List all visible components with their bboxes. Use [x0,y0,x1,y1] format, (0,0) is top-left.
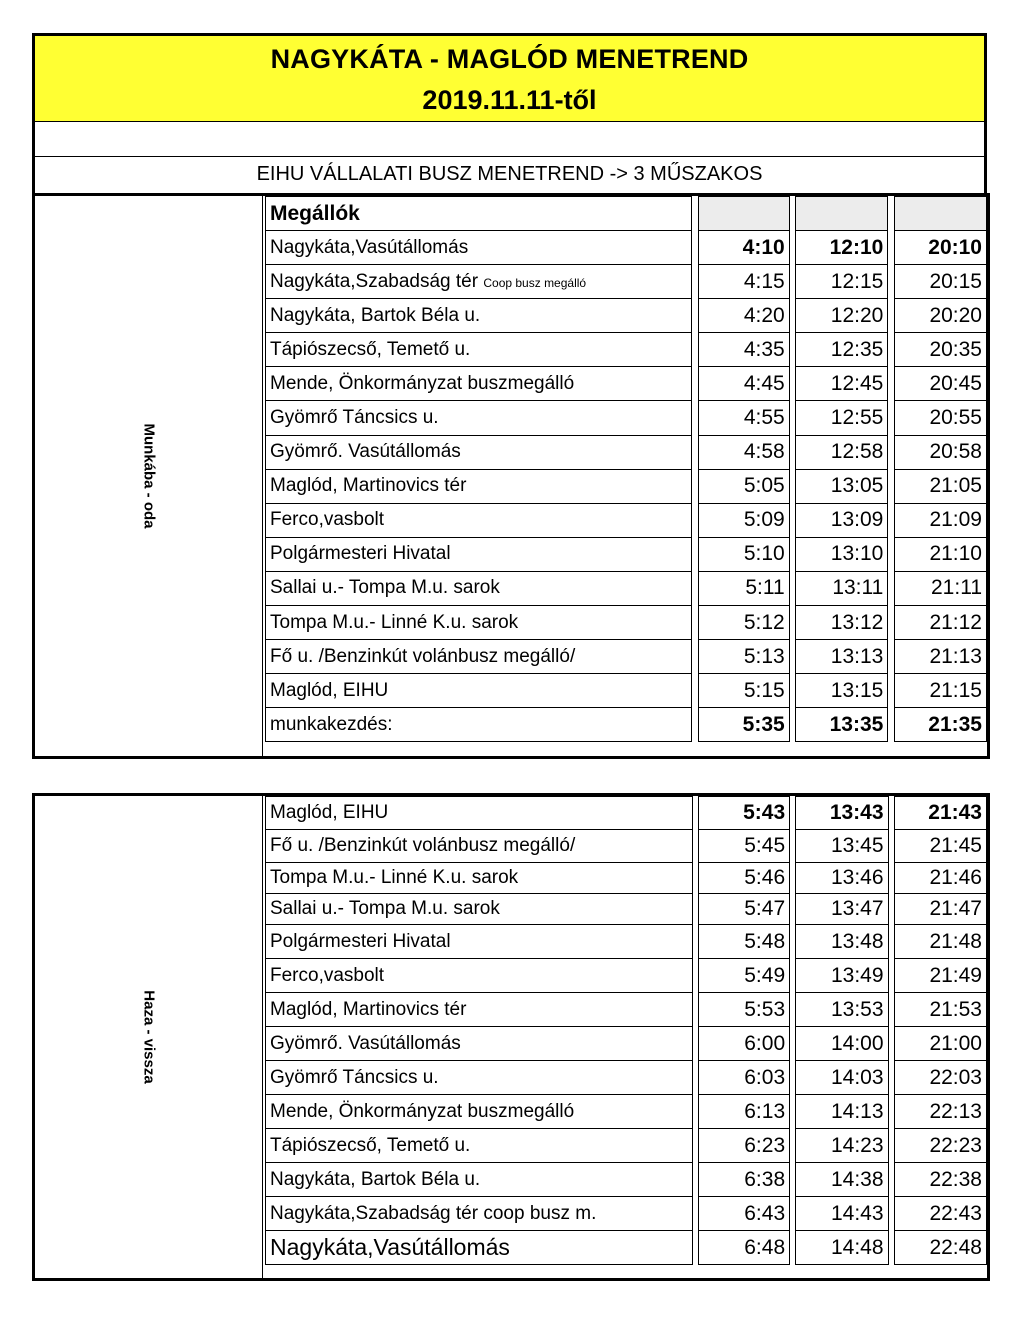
stop-name: Gyömrő. Vasútállomás [266,1027,693,1061]
stop-name: Polgármesteri Hivatal [266,925,693,959]
departure-time: 14:23 [796,1129,888,1163]
stop-name: Fő u. /Benzinkút volánbusz megálló/ [266,640,692,674]
return-side-label [35,796,263,1278]
departure-time: 21:48 [894,925,986,959]
departure-time: 22:23 [894,1129,986,1163]
departure-time: 14:43 [796,1197,888,1231]
shift2-header [795,197,887,231]
departure-time: 5:05 [698,469,789,503]
departure-time: 12:20 [795,299,887,333]
timetable-row [266,1061,987,1095]
departure-time: 21:49 [894,959,986,993]
return-table [265,796,987,1265]
departure-time: 21:47 [894,894,986,925]
timetable-row [266,537,987,571]
stop-name: Mende, Önkormányzat buszmegálló [266,1095,693,1129]
departure-time: 13:48 [796,925,888,959]
return-block [32,793,990,1281]
departure-time: 14:48 [796,1231,888,1265]
stop-name: Sallai u.- Tompa M.u. sarok [266,571,692,605]
departure-time: 20:15 [894,265,986,299]
departure-time: 21:45 [894,830,986,863]
departure-time: 5:15 [698,674,789,708]
stop-name: Sallai u.- Tompa M.u. sarok [266,894,693,925]
timetable-row [266,606,987,640]
departure-time: 5:45 [699,830,790,863]
stop-name: Polgármesteri Hivatal [266,537,692,571]
outbound-block [32,193,990,759]
timetable-row [266,333,987,367]
stop-name: munkakezdés: [266,708,692,742]
departure-time: 13:15 [795,674,887,708]
timetable-row [266,571,987,605]
effective-date: 2019.11.11-től [422,85,597,115]
departure-time: 22:03 [894,1061,986,1095]
stop-name: Maglód, Martinovics tér [266,469,692,503]
blank-row [32,121,987,157]
departure-time: 12:10 [795,231,887,265]
stop-name: Tápiószecső, Temető u. [266,1129,693,1163]
stop-name: Nagykáta, Bartok Béla u. [266,1163,693,1197]
departure-time: 22:38 [894,1163,986,1197]
timetable-row [266,959,987,993]
departure-time: 21:13 [894,640,986,674]
timetable-row [266,830,987,863]
departure-time: 21:35 [894,708,986,742]
departure-time: 6:48 [699,1231,790,1265]
departure-time: 4:55 [698,401,789,435]
departure-time: 21:09 [894,503,986,537]
departure-time: 14:03 [796,1061,888,1095]
departure-time: 14:38 [796,1163,888,1197]
departure-time: 5:12 [698,606,789,640]
departure-time: 6:43 [699,1197,790,1231]
departure-time: 14:00 [796,1027,888,1061]
stop-name: Maglód, EIHU [266,797,693,830]
page-title: NAGYKÁTA - MAGLÓD MENETREND [270,44,749,74]
stop-name: Maglód, Martinovics tér [266,993,693,1027]
timetable-row [266,993,987,1027]
departure-time: 6:23 [699,1129,790,1163]
departure-time: 5:48 [699,925,790,959]
departure-time: 13:43 [796,797,888,830]
stop-name: Ferco,vasbolt [266,959,693,993]
departure-time: 13:12 [795,606,887,640]
departure-time: 12:55 [795,401,887,435]
departure-time: 20:10 [894,231,986,265]
departure-time: 6:03 [699,1061,790,1095]
stop-name: Maglód, EIHU [266,674,692,708]
departure-time: 5:35 [698,708,789,742]
departure-time: 4:10 [698,231,789,265]
stop-name: Gyömrő. Vasútállomás [266,435,692,469]
stop-name: Gyömrő Táncsics u. [266,1061,693,1095]
departure-time: 5:09 [698,503,789,537]
timetable-row [266,925,987,959]
stop-name: Tápiószecső, Temető u. [266,333,692,367]
timetable-row [266,435,987,469]
departure-time: 20:45 [894,367,986,401]
departure-time: 21:00 [894,1027,986,1061]
departure-time: 12:35 [795,333,887,367]
stop-name: Tompa M.u.- Linné K.u. sarok [266,606,692,640]
stop-name: Mende, Önkormányzat buszmegálló [266,367,692,401]
timetable-row [266,503,987,537]
departure-time: 22:43 [894,1197,986,1231]
timetable-row [266,367,987,401]
departure-time: 6:00 [699,1027,790,1061]
departure-time: 12:58 [795,435,887,469]
departure-time: 12:45 [795,367,887,401]
return-label: Haza - vissza [140,990,157,1084]
departure-time: 4:20 [698,299,789,333]
departure-time: 13:05 [795,469,887,503]
departure-time: 5:53 [699,993,790,1027]
subtitle: EIHU VÁLLALATI BUSZ MENETREND -> 3 MŰSZAKOS [32,156,987,194]
departure-time: 12:15 [795,265,887,299]
timetable-row [266,640,987,674]
departure-time: 4:58 [698,435,789,469]
timetable-row [266,674,987,708]
departure-time: 13:10 [795,537,887,571]
timetable-row [266,894,987,925]
stop-name: Nagykáta,Szabadság tér Coop busz megálló [266,265,692,299]
departure-time: 21:10 [894,537,986,571]
timetable-row [266,797,987,830]
departure-time: 22:48 [894,1231,986,1265]
departure-time: 21:53 [894,993,986,1027]
departure-time: 13:35 [795,708,887,742]
departure-time: 4:15 [698,265,789,299]
outbound-side-label [35,196,263,756]
stop-note: Coop busz megálló [483,275,587,290]
departure-time: 13:47 [796,894,888,925]
stop-name: Fő u. /Benzinkút volánbusz megálló/ [266,830,693,863]
departure-time: 5:43 [699,797,790,830]
stops-header: Megállók [266,197,692,231]
departure-time: 13:49 [796,959,888,993]
outbound-table [265,196,987,742]
stop-name: Gyömrő Táncsics u. [266,401,692,435]
outbound-label: Munkába - oda [140,423,157,529]
timetable-row [266,1163,987,1197]
departure-time: 13:53 [796,993,888,1027]
departure-time: 6:38 [699,1163,790,1197]
departure-time: 5:11 [698,571,789,605]
timetable-row [266,1129,987,1163]
timetable-row [266,1231,987,1265]
departure-time: 4:45 [698,367,789,401]
departure-time: 13:45 [796,830,888,863]
departure-time: 21:05 [894,469,986,503]
stop-name: Tompa M.u.- Linné K.u. sarok [266,863,693,894]
stop-name: Ferco,vasbolt [266,503,692,537]
departure-time: 13:46 [796,863,888,894]
title-banner [32,33,987,121]
departure-time: 5:13 [698,640,789,674]
timetable-row [266,265,987,299]
departure-time: 20:55 [894,401,986,435]
departure-time: 21:12 [894,606,986,640]
stop-name: Nagykáta,Vasútállomás [266,1231,693,1265]
departure-time: 13:11 [795,571,887,605]
stop-name: Nagykáta,Szabadság tér coop busz m. [266,1197,693,1231]
timetable-row [266,469,987,503]
departure-time: 14:13 [796,1095,888,1129]
departure-time: 22:13 [894,1095,986,1129]
departure-time: 13:09 [795,503,887,537]
timetable-row [266,401,987,435]
departure-time: 6:13 [699,1095,790,1129]
shift1-header [698,197,789,231]
stop-name: Nagykáta, Bartok Béla u. [266,299,692,333]
departure-time: 5:49 [699,959,790,993]
departure-time: 13:13 [795,640,887,674]
departure-time: 5:46 [699,863,790,894]
departure-time: 5:47 [699,894,790,925]
timetable-row [266,863,987,894]
departure-time: 20:35 [894,333,986,367]
departure-time: 20:20 [894,299,986,333]
timetable-row [266,231,987,265]
shift3-header [894,197,986,231]
stop-name: Nagykáta,Vasútállomás [266,231,692,265]
departure-time: 21:46 [894,863,986,894]
departure-time: 20:58 [894,435,986,469]
departure-time: 4:35 [698,333,789,367]
timetable-row [266,708,987,742]
departure-time: 5:10 [698,537,789,571]
header-row [266,197,987,231]
timetable-row [266,299,987,333]
departure-time: 21:15 [894,674,986,708]
timetable-row [266,1197,987,1231]
departure-time: 21:43 [894,797,986,830]
timetable-row [266,1027,987,1061]
timetable-row [266,1095,987,1129]
departure-time: 21:11 [894,571,986,605]
